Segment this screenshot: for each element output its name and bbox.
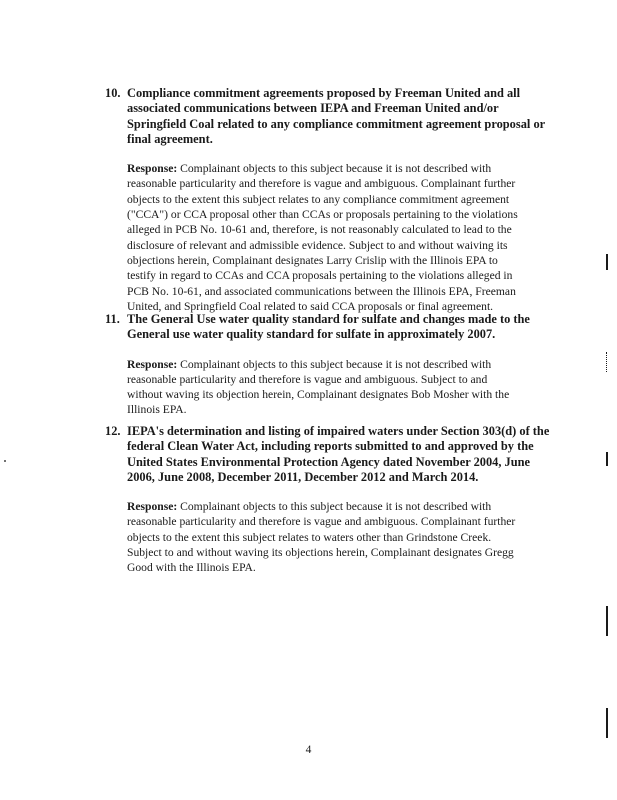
response-line: reasonable particularity and therefore is vague and ambiguous. Subject to and (127, 372, 488, 386)
response-line: Complainant objects to this subject because it is not described with (180, 500, 492, 514)
response-line: reasonable particularity and therefore is vague and ambiguous. Complainant further (127, 515, 516, 529)
revision-bar (606, 352, 607, 372)
item-11-response (105, 357, 545, 418)
response-line: Complainant objects to this subject because it is not described with (180, 162, 492, 176)
response-line: alleged in PCB No. 10-61 and, therefore, is not reasonably calculated to lead to the (127, 223, 512, 237)
scan-speck (4, 460, 6, 462)
response-line: United, and Springfield Coal related to said CCA proposals or final agreement. (127, 299, 494, 313)
item-10 (105, 86, 545, 314)
response-line: Illinois EPA. (127, 403, 187, 417)
item-10-number: 10. (105, 86, 121, 100)
heading-line: The General Use water quality standard for sulfate and changes made to the (127, 312, 530, 326)
item-12-number: 12. (105, 424, 121, 438)
heading-line: Compliance commitment agreements proposed by Freeman United and all (127, 86, 521, 100)
item-12-response (105, 499, 545, 575)
item-11-heading (105, 312, 545, 343)
heading-line: United States Environmental Protection Agency dated November 2004, June (127, 454, 531, 469)
response-line: PCB No. 10-61, and associated communications between the Illinois EPA, Freeman (127, 284, 516, 298)
heading-line: 2006, June 2008, December 2011, December 2012 and March 2014. (127, 469, 479, 484)
response-line: ("CCA") or CCA proposal other than CCAs or proposals pertaining to the violations (127, 208, 518, 222)
heading-line: Springfield Coal related to any compliance commitment agreement proposal or (127, 116, 546, 131)
revision-bar (606, 254, 608, 270)
response-label: Response: (127, 500, 178, 514)
item-11 (105, 312, 545, 418)
response-line: reasonable particularity and therefore is vague and ambiguous. Complainant further (127, 177, 516, 191)
response-line: Subject to and without waving its objections herein, Complainant designates Gregg (127, 546, 514, 560)
item-12 (105, 424, 550, 576)
revision-bar (606, 452, 608, 466)
item-12-heading (105, 424, 550, 485)
heading-line: associated communications between IEPA and Freeman United and/or (127, 101, 499, 116)
heading-line: IEPA's determination and listing of impaired waters under Section 303(d) of the (127, 424, 550, 438)
item-10-response (105, 161, 545, 314)
item-10-heading (105, 86, 545, 147)
response-label: Response: (127, 357, 178, 371)
item-11-number: 11. (105, 312, 120, 326)
heading-line: General use water quality standard for sulfate in approximately 2007. (127, 327, 496, 342)
response-line: objects to the extent this subject relates to waters other than Grindstone Creek. (127, 530, 492, 544)
page-number: 4 (305, 744, 312, 756)
response-line: disclosure of relevant and admissible evidence. Subject to and without waiving its (127, 238, 508, 252)
response-line: without waving its objection herein, Complainant designates Bob Mosher with the (127, 388, 510, 402)
response-line: testify in regard to CCAs and CCA proposals pertaining to the violations alleged in (127, 269, 513, 283)
revision-bar (606, 708, 608, 738)
heading-line: final agreement. (127, 131, 213, 146)
heading-line: federal Clean Water Act, including reports submitted to and approved by the (127, 439, 534, 454)
response-line: Complainant objects to this subject because it is not described with (180, 357, 492, 371)
response-line: Good with the Illinois EPA. (127, 561, 256, 575)
response-label: Response: (127, 162, 178, 176)
response-line: objects to the extent this subject relates to any compliance commitment agreement (127, 192, 510, 206)
response-line: objections herein, Complainant designates Larry Crislip with the Illinois EPA to (127, 253, 498, 267)
revision-bar (606, 606, 608, 636)
